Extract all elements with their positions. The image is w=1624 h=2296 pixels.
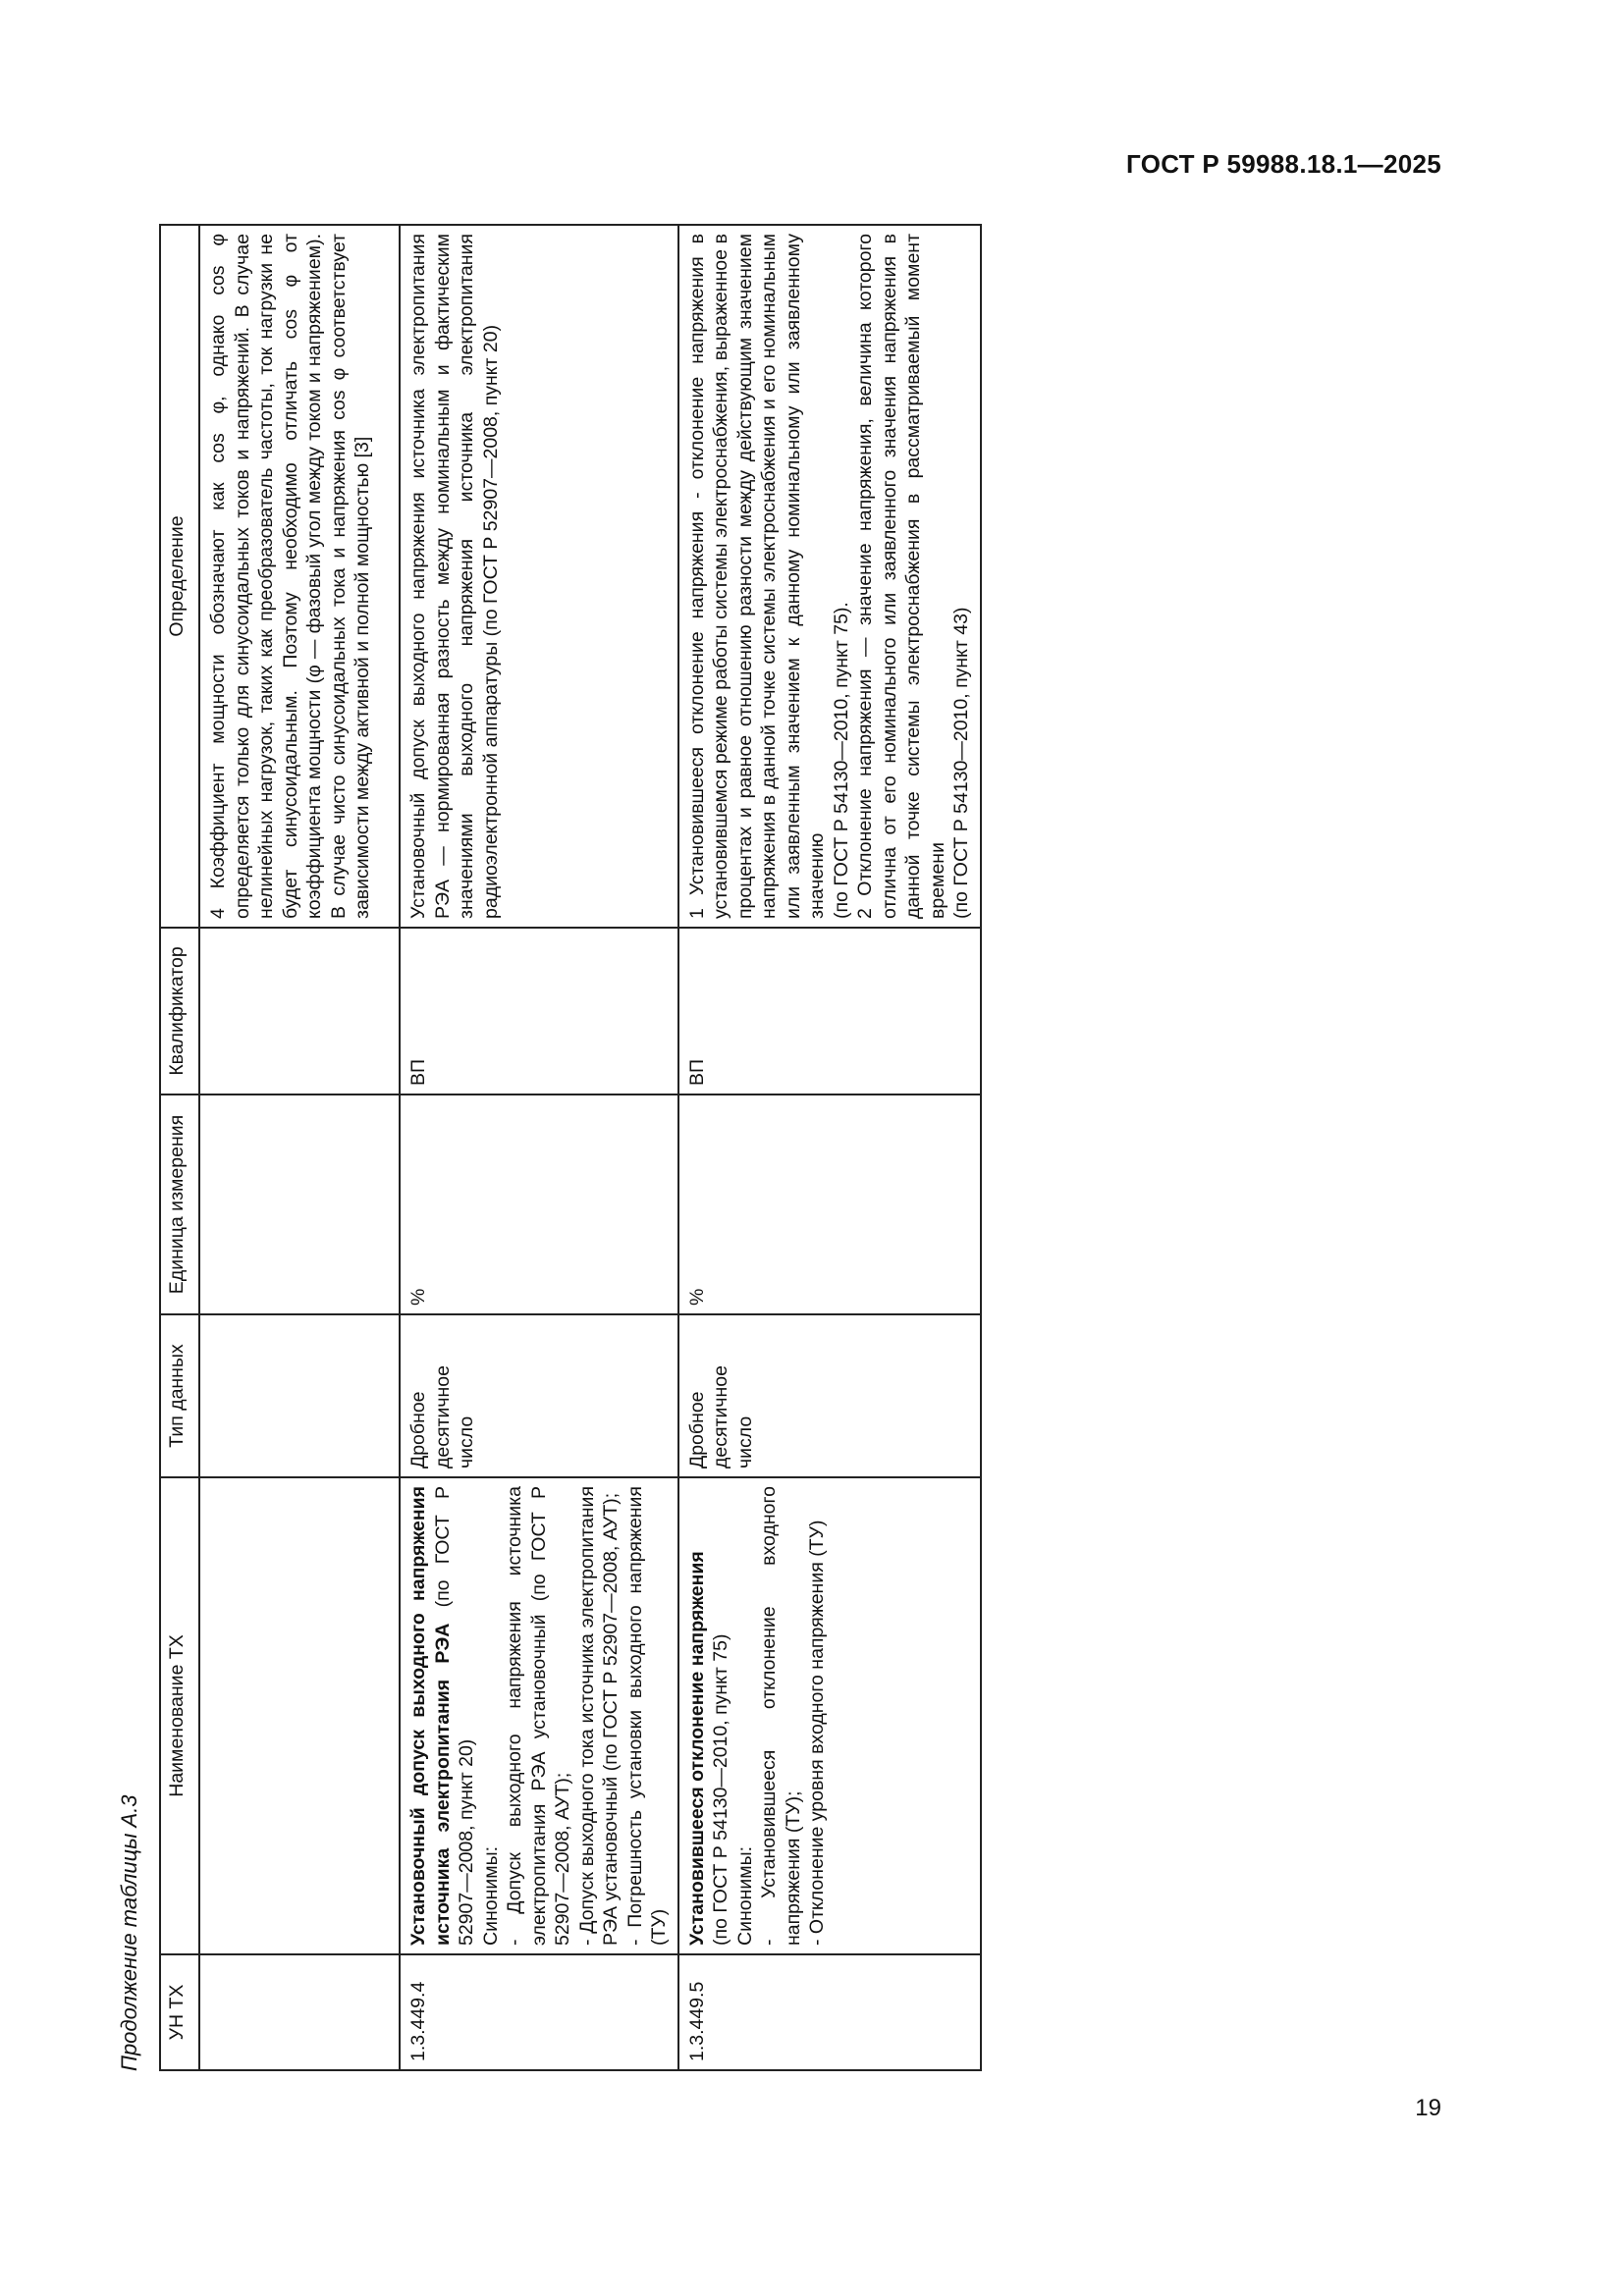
- table-row: [199, 225, 400, 2070]
- table-row: [400, 225, 678, 2070]
- cell-code: [199, 1954, 400, 2070]
- synonyms-label: Синонимы:: [733, 1845, 756, 1946]
- table-header-row: [160, 225, 199, 2070]
- document-header: ГОСТ Р 59988.18.1—2025: [1126, 149, 1441, 179]
- column-header-definition: Определение: [160, 225, 199, 928]
- cell-type: [199, 1314, 400, 1477]
- cell-definition: [678, 225, 981, 928]
- characteristic-source: (по ГОСТ Р 52907—2008, пункт 20): [431, 1486, 477, 1946]
- cell-definition: [400, 225, 678, 928]
- characteristics-table: [159, 224, 982, 2071]
- characteristic-name: Установившееся отклонение напряжения: [685, 1551, 708, 1946]
- characteristic-source: (по ГОСТ Р 54130—2010, пункт 75): [710, 1633, 731, 1946]
- cell-unit: [199, 1095, 400, 1314]
- characteristic-name: Установочный допуск выходного напряжения источника электропитания РЭА: [407, 1486, 454, 1946]
- page-number: 19: [1415, 2095, 1441, 2121]
- column-header-code: УН ТХ: [160, 1954, 199, 2070]
- cell-qualifier: ВП: [400, 928, 678, 1095]
- cell-unit: %: [678, 1095, 981, 1314]
- cell-qualifier: ВП: [678, 928, 981, 1095]
- rotated-table-block: [108, 226, 982, 2071]
- table-row: [678, 225, 981, 2070]
- synonyms-label: Синонимы:: [479, 1845, 502, 1946]
- definition-note: 2 Отклонение напряжения — значение напряжения, величина которого отлична от его номинального или заявленного значения напряжения в данной точке системы электроснабжения в рассматриваемый момент времени: [854, 234, 948, 919]
- cell-type: Дробное десятичное число: [400, 1314, 678, 1477]
- column-header-type: Тип данных: [160, 1314, 199, 1477]
- synonym-item: - Установившееся отклонение входного напряжения (ТУ);: [758, 1486, 804, 1946]
- cell-name: [678, 1477, 981, 1954]
- cell-qualifier: [199, 928, 400, 1095]
- cell-unit: %: [400, 1095, 678, 1314]
- definition-source: (по ГОСТ Р 54130—2010, пункт 43): [950, 607, 972, 919]
- column-header-name: Наименование ТХ: [160, 1477, 199, 1954]
- cell-code: 1.3.449.4: [400, 1954, 678, 2070]
- synonym-item: - Отклонение уровня входного напряжения (ТУ): [806, 1520, 828, 1946]
- cell-name: [400, 1477, 678, 1954]
- table-caption: Продолжение таблицы А.3: [117, 1794, 141, 2071]
- cell-definition: [199, 225, 400, 928]
- definition-note: 1 Установившееся отклонение напряжения - отклонение напряжения в установившемся режиме работы системы электроснабжения, выраженное в процентах и равное отношению разности между действующим значением напряжения в данной точке системы электроснабжения и его номинальным или заявленным значением к данному номинальному или заявленному значению: [685, 234, 828, 919]
- column-header-unit: Единица измерения: [160, 1095, 199, 1314]
- synonym-item: - Погрешность установки выходного напряжения (ТУ): [623, 1486, 670, 1946]
- column-header-qualifier: Квалификатор: [160, 928, 199, 1095]
- definition-text: Установочный допуск выходного напряжения источника электропитания РЭА — нормированная разность между номинальным и фактическим значениями выходного напряжения источника электропитания радиоэлектронной аппаратуры (по ГОСТ Р 52907—2008, пункт 20): [407, 234, 502, 919]
- definition-text: 4 Коэффициент мощности обозначают как cos φ, однако cos φ определяется только для синусоидальных токов и напряжений. В случае нелинейных нагрузок, таких как преобразователь частоты, ток нагрузки не будет синусоидальным. Поэтому необходимо отличать cos φ от коэффициента мощности (φ — фазовый угол между током и напряжением). В случае чисто синусоидальных тока и напряжения cos φ соответствует зависимости между активной и полной мощностью [3]: [207, 234, 373, 919]
- synonym-item: - Допуск выходного тока источника электропитания РЭА установочный (по ГОСТ Р 52907—2008, АУТ);: [575, 1486, 622, 1946]
- definition-source: (по ГОСТ Р 54130—2010, пункт 75).: [830, 602, 852, 919]
- cell-name: [199, 1477, 400, 1954]
- cell-type: Дробное десятичное число: [678, 1314, 981, 1477]
- cell-code: 1.3.449.5: [678, 1954, 981, 2070]
- synonym-item: - Допуск выходного напряжения источника электропитания РЭА установочный (по ГОСТ Р 52907—2008, АУТ);: [504, 1486, 573, 1946]
